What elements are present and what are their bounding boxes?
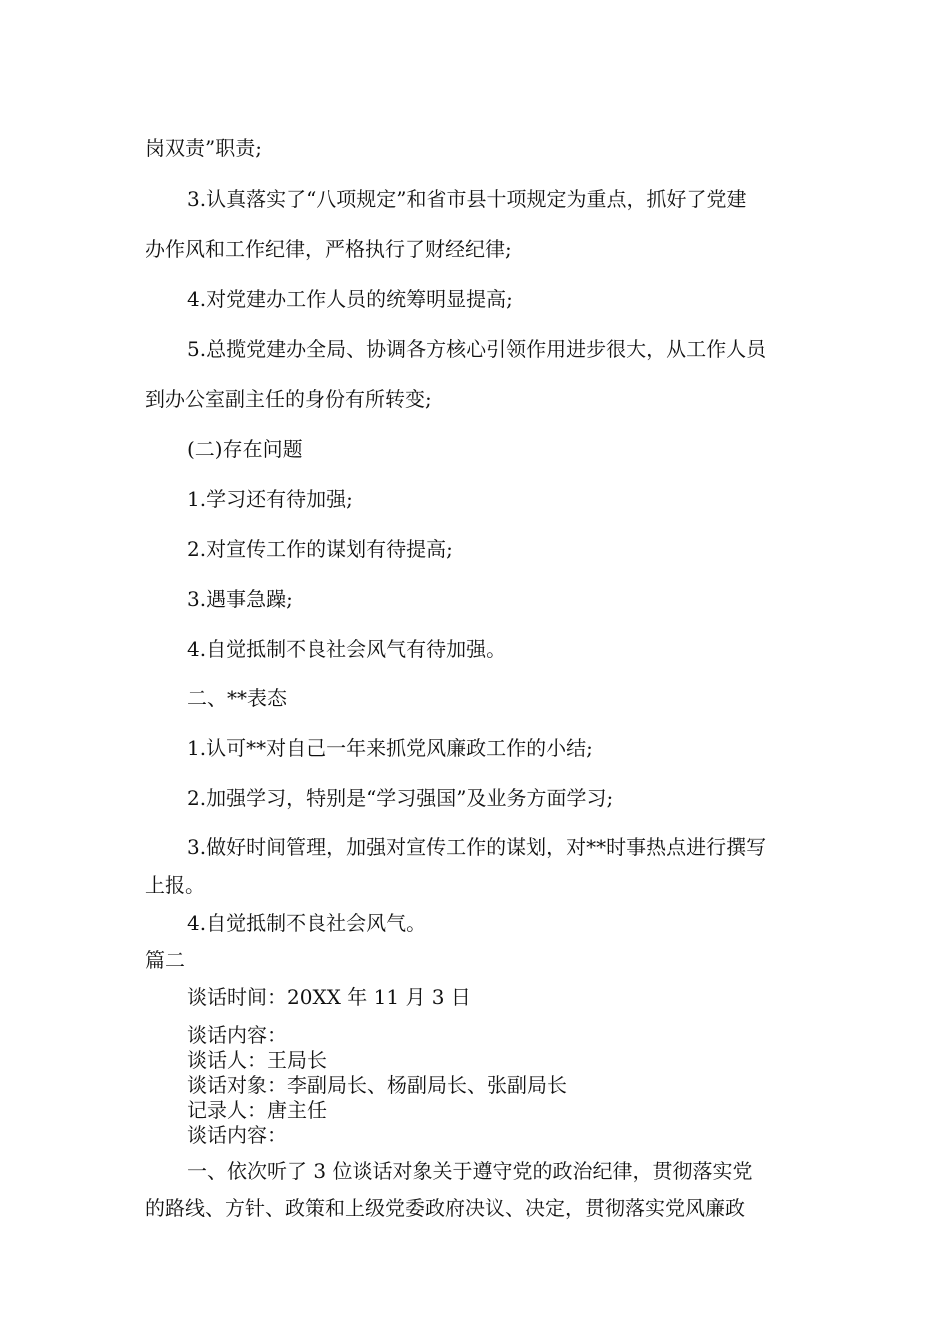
text-line: 一、依次听了 3 位谈话对象关于遵守党的政治纪律，贯彻落实党 xyxy=(187,1159,753,1183)
text-line: 4.自觉抵制不良社会风气有待加强。 xyxy=(187,637,507,661)
text-line: 1.认可**对自己一年来抓党风廉政工作的小结; xyxy=(187,736,593,760)
text-line: 谈话内容： xyxy=(187,1023,287,1047)
text-line: 2.加强学习，特别是“学习强国”及业务方面学习; xyxy=(187,786,614,810)
text-line: 谈话时间：20XX 年 11 月 3 日 xyxy=(187,985,471,1009)
text-line: 谈话对象：李副局长、杨副局长、张副局长 xyxy=(187,1073,567,1097)
section-heading: 二、**表态 xyxy=(187,686,287,710)
text-line: 5.总揽党建办全局、协调各方核心引领作用进步很大，从工作人员 xyxy=(187,337,767,361)
text-line: 岗双责”职责; xyxy=(145,136,262,160)
text-line: 的路线、方针、政策和上级党委政府决议、决定，贯彻落实党风廉政 xyxy=(145,1196,745,1220)
text-line: 1.学习还有待加强; xyxy=(187,487,353,511)
text-line: 3.认真落实了“八项规定”和省市县十项规定为重点，抓好了党建 xyxy=(187,187,747,211)
text-line: 办作风和工作纪律，严格执行了财经纪律; xyxy=(145,237,512,261)
text-line: 3.做好时间管理，加强对宣传工作的谋划，对**时事热点进行撰写 xyxy=(187,835,767,859)
text-line: 上报。 xyxy=(145,873,205,897)
text-line: 谈话人：王局长 xyxy=(187,1048,327,1072)
text-line: 4.对党建办工作人员的统筹明显提高; xyxy=(187,287,513,311)
text-line: 4.自觉抵制不良社会风气。 xyxy=(187,911,427,935)
text-line: 记录人：唐主任 xyxy=(187,1098,327,1122)
section-heading: (二)存在问题 xyxy=(187,437,303,461)
section-heading: 篇二 xyxy=(145,948,185,972)
text-line: 谈话内容： xyxy=(187,1123,287,1147)
text-line: 2.对宣传工作的谋划有待提高; xyxy=(187,537,453,561)
text-line: 3.遇事急躁; xyxy=(187,587,293,611)
text-line: 到办公室副主任的身份有所转变; xyxy=(145,387,432,411)
